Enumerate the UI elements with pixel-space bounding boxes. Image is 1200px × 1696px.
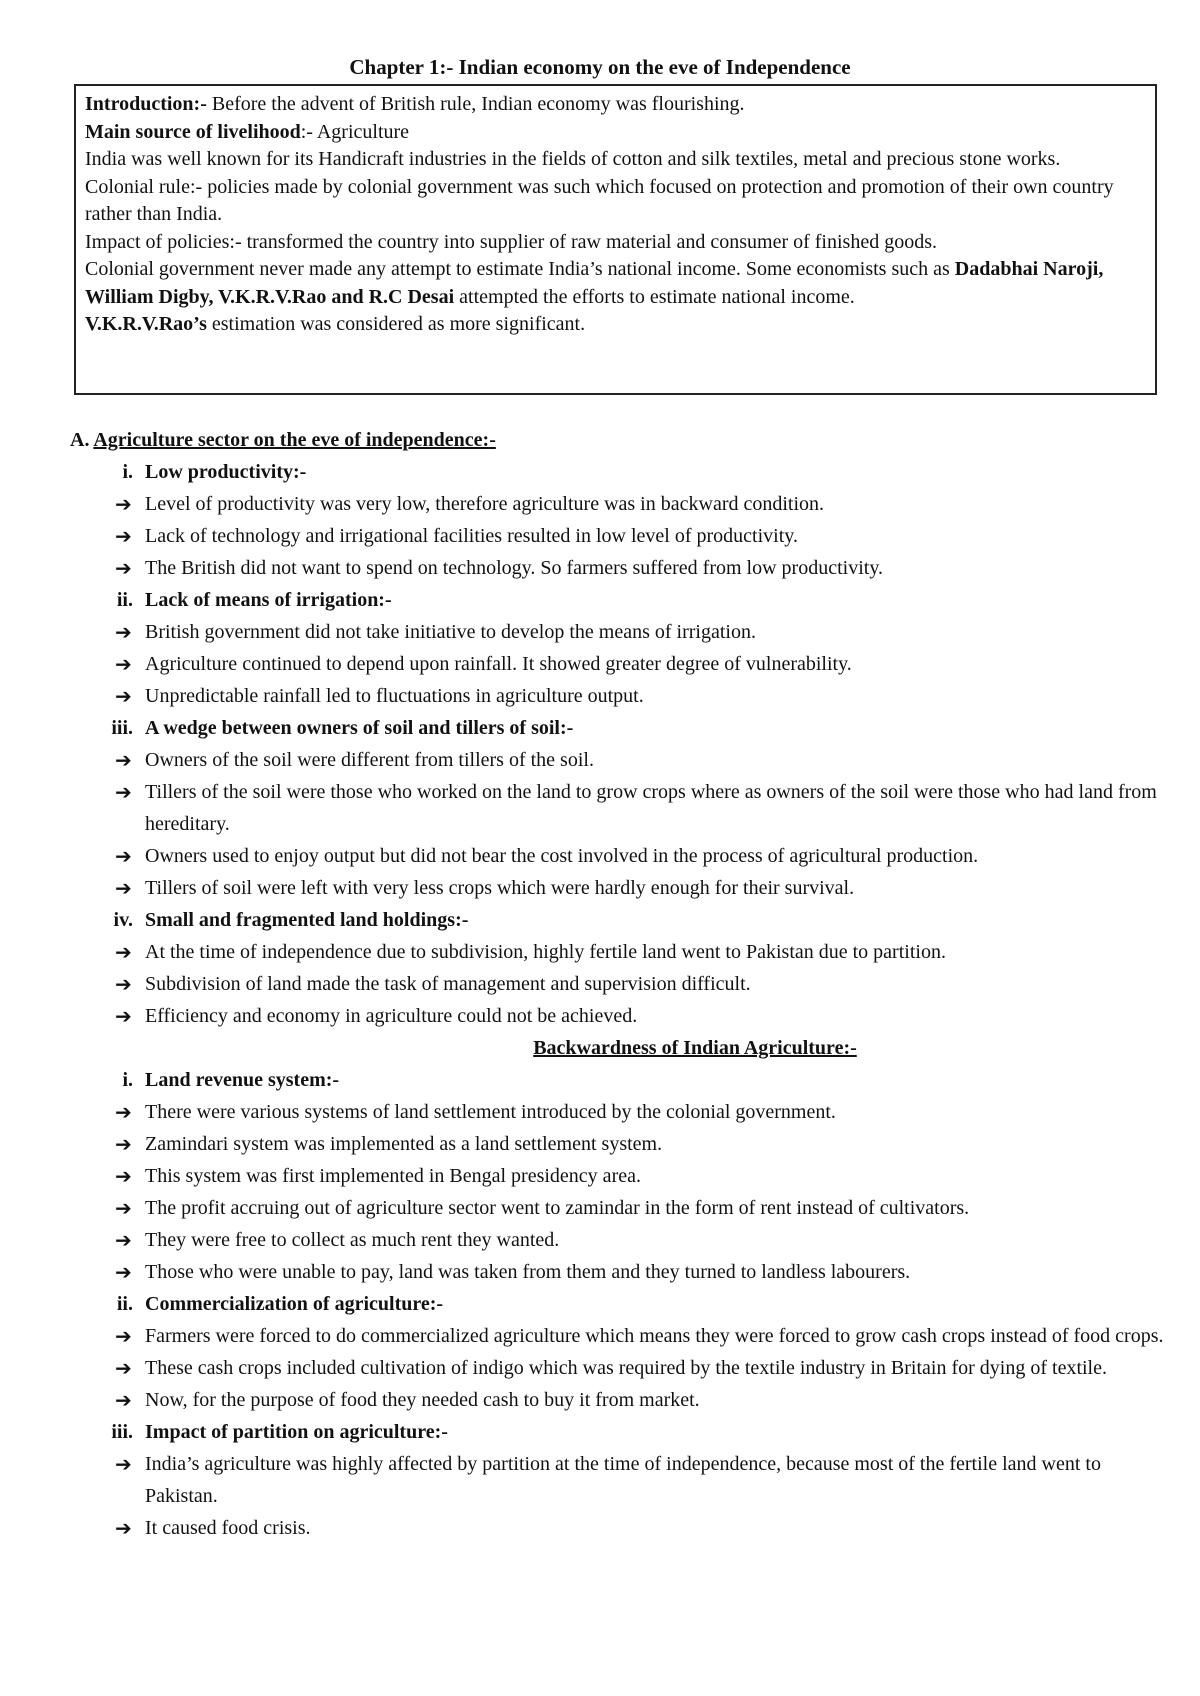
bullet-text: Tillers of the soil were those who worked on the land to grow crops where as owners of the soil were those who had land from hereditary. (145, 781, 1157, 835)
bullet-point (70, 1128, 1170, 1160)
bullet-point (70, 1384, 1170, 1416)
livelihood-text: :- Agriculture (300, 120, 410, 143)
subsection-heading (70, 1288, 1170, 1320)
section-a-heading (70, 425, 1170, 456)
bullet-text: Level of productivity was very low, therefore agriculture was in backward condition. (145, 493, 825, 515)
arrow-right-icon: ➔ (115, 1324, 132, 1348)
section-a-title: Agriculture sector on the eve of independence:- (93, 429, 496, 451)
subsection-heading (70, 712, 1170, 744)
bullet-text: Owners of the soil were different from tillers of the soil. (145, 749, 594, 771)
arrow-right-icon: ➔ (115, 1452, 132, 1476)
bullet-list (70, 488, 1170, 584)
bullet-point (70, 1096, 1170, 1128)
bullet-list (70, 1096, 1170, 1288)
arrow-right-icon: ➔ (115, 684, 132, 708)
bullet-text: The British did not want to spend on technology. So farmers suffered from low productivity. (145, 557, 884, 579)
bullet-text: At the time of independence due to subdivision, highly fertile land went to Pakistan due to partition. (145, 941, 946, 963)
bullet-point (70, 680, 1170, 712)
subsection-number: i. (122, 1069, 133, 1091)
arrow-right-icon: ➔ (115, 1260, 132, 1284)
arrow-right-icon: ➔ (115, 748, 132, 772)
subsection-number: ii. (116, 589, 133, 611)
bullet-point (70, 1512, 1170, 1544)
rao-text: estimation was considered as more significant. (206, 313, 586, 335)
bullet-point (70, 968, 1170, 1000)
bullet-list (70, 616, 1170, 712)
subsection-number: iv. (113, 909, 133, 931)
bullet-point (70, 488, 1170, 520)
bullet-text: Owners used to enjoy output but did not bear the cost involved in the process of agricultural production. (145, 845, 979, 867)
chapter-title: Chapter 1:- Indian economy on the eve of Independence (349, 55, 851, 79)
arrow-right-icon: ➔ (115, 780, 132, 804)
section-b-heading (70, 1032, 1170, 1064)
rao-name: V.K.R.V.Rao’s (85, 313, 207, 335)
bullet-list (70, 936, 1170, 1032)
bullet-point (70, 648, 1170, 680)
bullet-text: Agriculture continued to depend upon rainfall. It showed greater degree of vulnerability. (145, 653, 852, 675)
bullet-point (70, 1320, 1170, 1352)
arrow-right-icon: ➔ (115, 844, 132, 868)
arrow-right-icon: ➔ (115, 1196, 132, 1220)
subsection-number: ii. (116, 1293, 133, 1315)
arrow-right-icon: ➔ (115, 652, 132, 676)
subsection-title: Low productivity:- (145, 461, 307, 483)
subsection-heading (70, 904, 1170, 936)
section-a-subsections (70, 456, 1170, 1032)
bullet-text: Those who were unable to pay, land was taken from them and they turned to landless labourers. (145, 1261, 911, 1283)
rao-paragraph (85, 311, 1147, 339)
bullet-text: Unpredictable rainfall led to fluctuations in agriculture output. (145, 685, 644, 707)
intro-paragraph (85, 91, 1147, 119)
bullet-text: Zamindari system was implemented as a land settlement system. (145, 1133, 663, 1155)
bullet-text: Farmers were forced to do commercialized agriculture which means they were forced to grow cash crops instead of food crops. (145, 1325, 1164, 1347)
national-income-paragraph (85, 256, 1147, 311)
subsection-title: Lack of means of irrigation:- (145, 589, 392, 611)
bullet-text: Subdivision of land made the task of management and supervision difficult. (145, 973, 751, 995)
bullet-point (70, 744, 1170, 776)
arrow-right-icon: ➔ (115, 524, 132, 548)
bullet-list (70, 744, 1170, 904)
arrow-right-icon: ➔ (115, 1228, 132, 1252)
bullet-point (70, 1160, 1170, 1192)
introduction-box (74, 84, 1157, 395)
bullet-text: Lack of technology and irrigational facilities resulted in low level of productivity. (145, 525, 798, 547)
bullet-point (70, 1000, 1170, 1032)
arrow-right-icon: ➔ (115, 1516, 132, 1540)
arrow-right-icon: ➔ (115, 1004, 132, 1028)
handicraft-paragraph: India was well known for its Handicraft industries in the fields of cotton and silk textiles, metal and precious stone works. (85, 148, 1061, 170)
bullet-text: This system was first implemented in Bengal presidency area. (145, 1165, 641, 1187)
national-income-text: Colonial government never made any attempt to estimate India’s national income. Some economists such as (85, 258, 955, 280)
bullet-point (70, 1192, 1170, 1224)
bullet-text: These cash crops included cultivation of indigo which was required by the textile industry in Britain for dying of textile. (145, 1357, 1107, 1379)
bullet-text: India’s agriculture was highly affected by partition at the time of independence, because most of the fertile land went to Pakistan. (145, 1453, 1101, 1507)
bullet-point (70, 776, 1170, 840)
arrow-right-icon: ➔ (115, 492, 132, 516)
subsection-heading (70, 584, 1170, 616)
arrow-right-icon: ➔ (115, 556, 132, 580)
bullet-text: They were free to collect as much rent they wanted. (145, 1229, 560, 1251)
section-b-title: Backwardness of Indian Agriculture:- (533, 1037, 857, 1059)
bullet-point (70, 840, 1170, 872)
arrow-right-icon: ➔ (115, 1100, 132, 1124)
subsection-title: Commercialization of agriculture:- (145, 1293, 444, 1315)
bullet-text: Tillers of soil were left with very less crops which were hardly enough for their survival. (145, 877, 855, 899)
subsection-number: i. (122, 461, 133, 483)
section-a-prefix: A. (70, 429, 94, 451)
intro-label: Introduction:- (85, 93, 207, 115)
arrow-right-icon: ➔ (115, 972, 132, 996)
bullet-point (70, 520, 1170, 552)
bullet-point (70, 616, 1170, 648)
arrow-right-icon: ➔ (115, 620, 132, 644)
bullet-point (70, 1256, 1170, 1288)
arrow-right-icon: ➔ (115, 1356, 132, 1380)
arrow-right-icon: ➔ (115, 940, 132, 964)
bullet-point (70, 936, 1170, 968)
bullet-list (70, 1320, 1170, 1416)
bullet-text: Now, for the purpose of food they needed cash to buy it from market. (145, 1389, 700, 1411)
subsection-title: Land revenue system:- (145, 1069, 340, 1091)
arrow-right-icon: ➔ (115, 1164, 132, 1188)
bullet-point (70, 1224, 1170, 1256)
subsection-number: iii. (111, 1421, 133, 1443)
economist-names: Dadabhai Naroji, William Digby, V.K.R.V.Rao and R.C Desai (85, 258, 1104, 308)
section-b-subsections (70, 1064, 1170, 1544)
subsection-number: iii. (111, 717, 133, 739)
bullet-text: British government did not take initiative to develop the means of irrigation. (145, 621, 756, 643)
arrow-right-icon: ➔ (115, 1132, 132, 1156)
intro-text: Before the advent of British rule, Indian economy was flourishing. (206, 93, 745, 115)
bullet-list (70, 1448, 1170, 1544)
bullet-text: Efficiency and economy in agriculture could not be achieved. (145, 1005, 638, 1027)
bullet-point (70, 1352, 1170, 1384)
arrow-right-icon: ➔ (115, 876, 132, 900)
bullet-text: The profit accruing out of agriculture sector went to zamindar in the form of rent instead of cultivators. (145, 1197, 970, 1219)
subsection-title: A wedge between owners of soil and tillers of soil:- (145, 717, 574, 739)
livelihood-paragraph (85, 119, 1147, 147)
national-income-text-end: attempted the efforts to estimate national income. (454, 285, 855, 308)
subsection-heading (70, 1064, 1170, 1096)
subsection-title: Impact of partition on agriculture:- (145, 1421, 448, 1443)
arrow-right-icon: ➔ (115, 1388, 132, 1412)
bullet-point (70, 872, 1170, 904)
bullet-point (70, 1448, 1170, 1512)
bullet-text: It caused food crisis. (145, 1517, 311, 1539)
livelihood-label: Main source of livelihood (85, 120, 301, 143)
bullet-point (70, 552, 1170, 584)
bullet-text: There were various systems of land settlement introduced by the colonial government. (145, 1101, 836, 1123)
colonial-rule-paragraph: Colonial rule:- policies made by colonial government was such which focused on protection and promotion of their own country rather than India. (85, 175, 1114, 225)
document-body (70, 425, 1170, 1544)
impact-paragraph: Impact of policies:- transformed the country into supplier of raw material and consumer of finished goods. (85, 230, 937, 253)
subsection-heading (70, 456, 1170, 488)
subsection-title: Small and fragmented land holdings:- (145, 909, 469, 931)
subsection-heading (70, 1416, 1170, 1448)
